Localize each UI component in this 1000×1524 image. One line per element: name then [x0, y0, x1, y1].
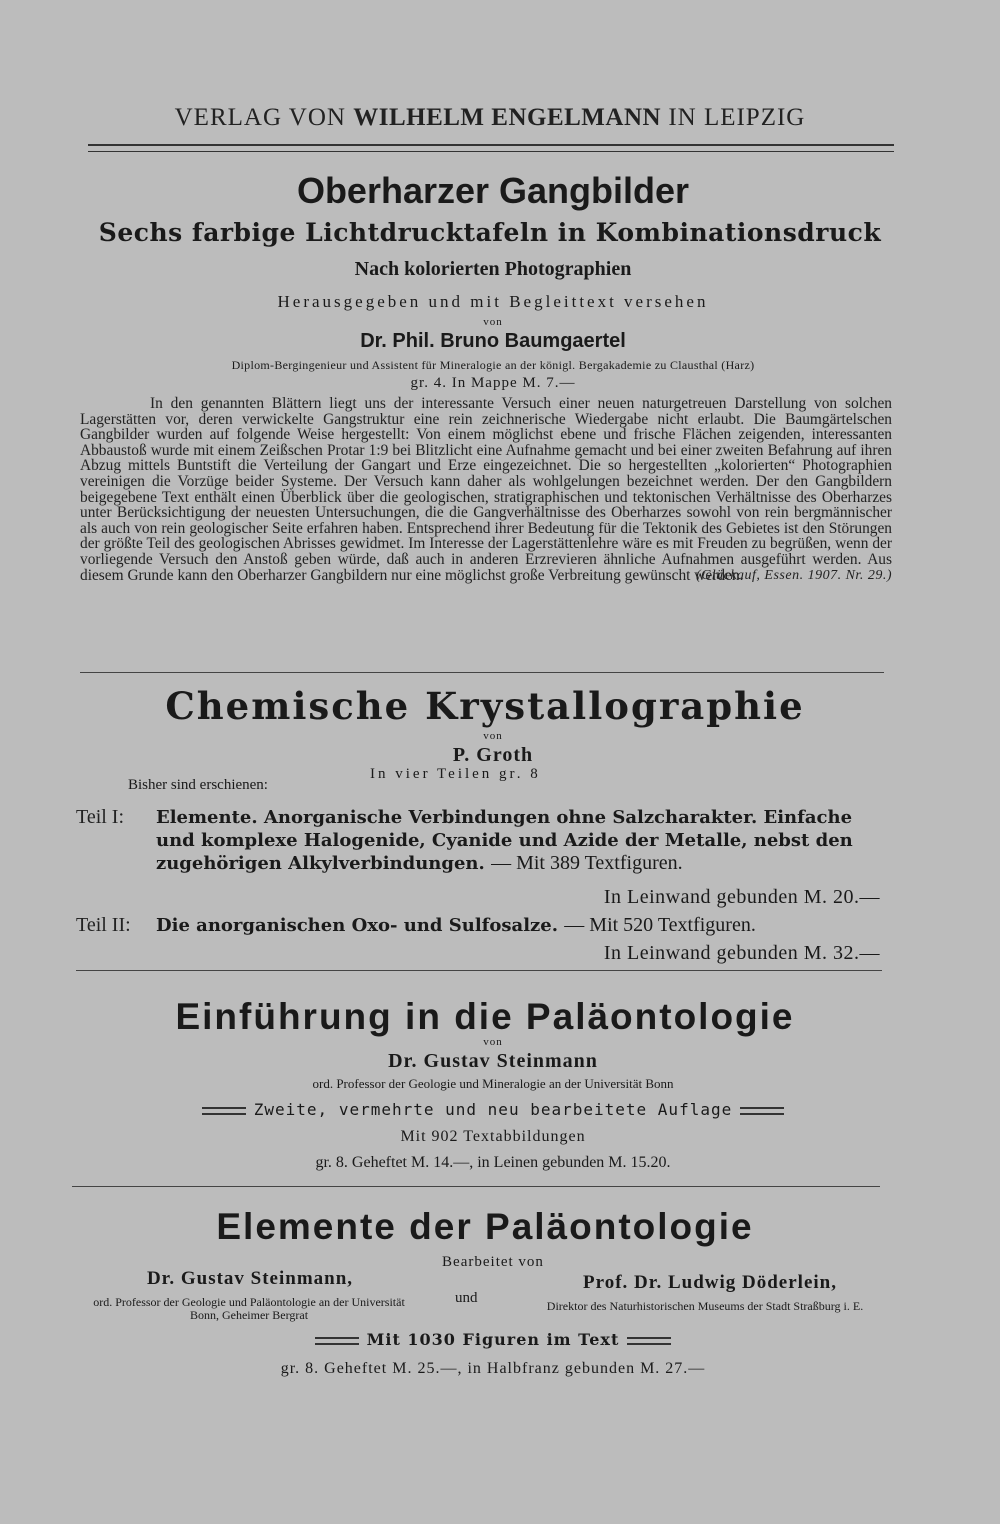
section-divider	[72, 1186, 880, 1187]
decorative-rule	[740, 1107, 784, 1115]
section-divider	[80, 672, 884, 673]
section-divider	[76, 970, 882, 971]
book3-title: Einführung in die Paläontologie	[175, 996, 795, 1037]
book1-note: Nach kolorierten Photographien	[354, 258, 632, 280]
book2-teil2	[76, 914, 886, 938]
decorative-rule	[315, 1337, 359, 1345]
publisher-header	[90, 104, 890, 132]
book4-und: und	[455, 1290, 478, 1306]
teil2-label: Teil II:	[76, 914, 131, 936]
book3-affiliation: ord. Professor der Geologie und Mineralogie an der Universität Bonn	[312, 1076, 674, 1091]
book2-so-far: Bisher sind erschienen:	[128, 777, 268, 793]
book3-author: Dr. Gustav Steinmann	[388, 1050, 598, 1072]
publisher-name: WILHELM ENGELMANN	[353, 104, 662, 131]
book2-von: von	[483, 730, 503, 742]
book2-author: P. Groth	[452, 744, 534, 766]
teil2-text-block	[156, 914, 886, 937]
book1-title: Oberharzer Gangbilder	[296, 170, 690, 211]
book1-review-source: (Glückauf, Essen. 1907. Nr. 29.)	[695, 568, 892, 584]
book1-edited: Herausgegeben und mit Begleittext versehen	[277, 292, 709, 311]
header-rule	[88, 144, 894, 152]
teil1-text: Elemente. Anorganische Verbindungen ohne Salzcharakter. Einfache und komplexe Halogenide, Cyanide und Azide der Metalle, nebst den zugehörigen Alkylverbindungen.	[156, 807, 853, 874]
teil2-text: Die anorganischen Oxo- und Sulfosalze.	[156, 915, 558, 936]
book3-edition-text: Zweite, vermehrte und neu bearbeitete Auflage	[253, 1100, 733, 1119]
book4-affiliation2: Direktor des Naturhistorischen Museums der Stadt Straßburg i. E.	[546, 1299, 864, 1313]
book3-edition	[90, 1100, 896, 1119]
book1-review	[80, 396, 892, 584]
book3-price: gr. 8. Geheftet M. 14.—, in Leinen gebunden M. 15.20.	[315, 1154, 671, 1171]
book4-author1: Dr. Gustav Steinmann,	[146, 1268, 354, 1289]
book1-price: gr. 4. In Mappe M. 7.—	[410, 375, 576, 391]
book4-author2: Prof. Dr. Ludwig Döderlein,	[583, 1272, 837, 1293]
publisher-suffix: IN LEIPZIG	[668, 104, 806, 131]
book4-price: gr. 8. Geheftet M. 25.—, in Halbfranz gebunden M. 27.—	[280, 1360, 706, 1377]
decorative-rule	[627, 1337, 671, 1345]
teil1-binding: In Leinwand gebunden M. 20.—	[603, 886, 880, 908]
decorative-rule	[202, 1107, 246, 1115]
book4-title: Elemente der Paläontologie	[216, 1206, 754, 1247]
book2-parts-note: In vier Teilen gr. 8	[370, 766, 541, 782]
publisher-prefix: VERLAG VON	[174, 104, 346, 131]
book4-edited: Bearbeitet von	[442, 1254, 544, 1270]
book1-author: Dr. Phil. Bruno Baumgaertel	[360, 330, 626, 352]
book1-subtitle: Sechs farbige Lichtdrucktafeln in Kombinationsdruck	[98, 218, 882, 247]
book4-figures	[90, 1330, 896, 1349]
teil1-text-block	[156, 806, 886, 875]
teil2-figures: — Mit 520 Textfiguren.	[564, 914, 756, 936]
book3-von: von	[483, 1036, 503, 1048]
book1-review-text: In den genannten Blättern liegt uns der interessante Versuch einer neuen naturgetreuen Darstellung von solchen Lagerstätten vor, deren verwickelte Gangstruktur eine rein zeichnerische Wiedergabe nicht erlaubt. Die Baumgärtelschen Gangbilder wurden auf folgende Weise hergestellt: Von einem möglichst ebene und frische Flächen zeigenden, interessanten Abbaustoß wurde mit einem Zeißschen Protar 1:9 bei Blitzlicht eine Aufnahme gemacht und bei einer zweiten Befahrung auf ihren Abzug mittels Buntstift die Verteilung der Gangart und Erze eingezeichnet. Die so hergestellten „kolorierten“ Photographien vereinigen die Vorzüge beider Systeme. Der Versuch kann daher als wohlgelungen bezeichnet werden. Der den Gangbildern beigegebene Text enthält einen Überblick über die geologischen, stratigraphischen und tektonischen Verhältnisse des Oberharzes unter Berücksichtigung der neuesten Untersuchungen, die die Gangverhältnisse des Oberharzes sowohl von rein bergmännischer als auch von rein geologischer Seite erfahren haben. Entsprechend ihrer Bedeutung für die Tektonik des Gebietes ist den Störungen der größte Teil des geologischen Abrisses gewidmet. Im Interesse der Lagerstättenlehre wäre es mit Freuden zu begrüßen, wenn der vorliegende Versuch den Anstoß geben würde, daß auch in anderen Erzrevieren ähnliche Aufnahmen ausgeführt werden. Aus diesem Grunde kann den Oberharzer Gangbildern nur eine möglichst große Verbreitung gewünscht werden.	[80, 395, 892, 584]
book4-figures-text: Mit 1030 Figuren im Text	[366, 1330, 620, 1349]
book1-affiliation: Diplom-Bergingenieur und Assistent für Mineralogie an der königl. Bergakademie zu Clausthal (Harz)	[231, 358, 755, 372]
teil1-figures: — Mit 389 Textfiguren.	[491, 852, 683, 874]
book3-figures: Mit 902 Textabbildungen	[400, 1128, 586, 1145]
book2-title: Chemische Krystallographie	[165, 684, 805, 728]
book2-teil1	[76, 806, 886, 876]
book4-affiliation1: ord. Professor der Geologie und Paläontologie an der Universität Bonn, Geheimer Bergrat	[93, 1295, 405, 1322]
teil2-binding: In Leinwand gebunden M. 32.—	[603, 942, 880, 964]
teil1-label: Teil I:	[76, 806, 125, 828]
book1-von: von	[483, 316, 503, 328]
